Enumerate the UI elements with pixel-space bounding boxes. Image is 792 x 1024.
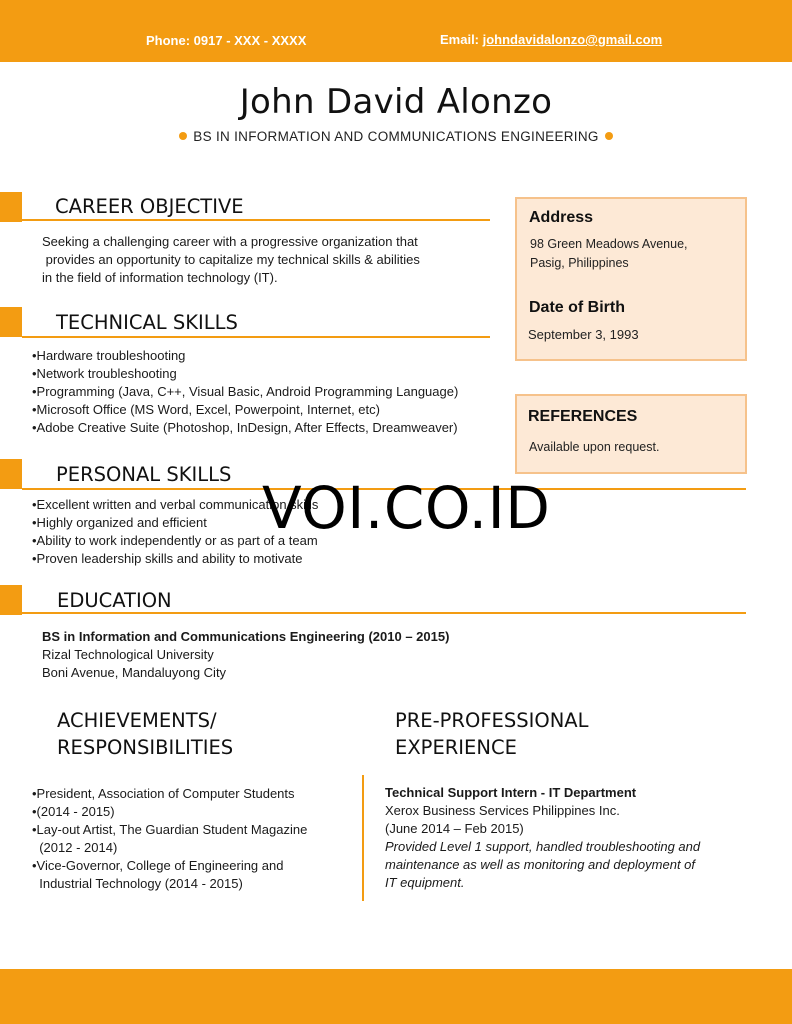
bullet-dot-icon	[605, 132, 613, 140]
experience-title-line: EXPERIENCE	[395, 736, 517, 759]
section-marker-icon	[0, 459, 22, 489]
education-title: EDUCATION	[57, 589, 172, 612]
achievements-list	[32, 785, 307, 893]
address-line: Pasig, Philippines	[530, 256, 629, 270]
header-bar	[0, 0, 792, 62]
section-divider	[22, 336, 490, 338]
section-marker-icon	[0, 192, 22, 222]
personal-info-box	[515, 197, 747, 361]
career-objective-title: CAREER OBJECTIVE	[55, 195, 244, 218]
personal-skills-title: PERSONAL SKILLS	[56, 463, 232, 486]
list-item: •Vice-Governor, College of Engineering and	[32, 858, 284, 873]
career-objective-text	[42, 233, 420, 287]
list-item: •Hardware troubleshooting	[32, 348, 186, 363]
list-item: •Network troubleshooting	[32, 366, 177, 381]
experience-title	[395, 707, 589, 761]
objective-line: provides an opportunity to capitalize my technical skills & abilities	[42, 252, 420, 267]
section-divider	[22, 219, 490, 221]
list-item: •(2014 - 2015)	[32, 804, 115, 819]
experience-details	[385, 784, 700, 892]
address-text	[530, 235, 688, 273]
dob-value: September 3, 1993	[528, 327, 639, 342]
education-address: Boni Avenue, Mandaluyong City	[42, 665, 227, 680]
watermark-text: VOI.CO.ID	[262, 474, 551, 542]
candidate-name: John David Alonzo	[239, 82, 553, 122]
address-label: Address	[529, 209, 594, 226]
achievements-title	[57, 707, 233, 761]
experience-desc-line: maintenance as well as monitoring and deployment of	[385, 857, 696, 872]
list-item: •Adobe Creative Suite (Photoshop, InDesign, After Effects, Dreamweaver)	[32, 420, 458, 435]
list-item: •Highly organized and efficient	[32, 515, 207, 530]
experience-company: Xerox Business Services Philippines Inc.	[385, 803, 620, 818]
column-divider	[362, 775, 364, 901]
list-item: •Microsoft Office (MS Word, Excel, Powerpoint, Internet, etc)	[32, 402, 380, 417]
degree-subtitle	[0, 129, 792, 144]
education-details	[42, 628, 449, 682]
achievements-title-line: RESPONSIBILITIES	[57, 736, 234, 759]
references-box	[515, 394, 747, 474]
list-item: •Ability to work independently or as part of a team	[32, 533, 318, 548]
dob-label: Date of Birth	[529, 299, 625, 316]
section-marker-icon	[0, 585, 22, 615]
experience-dates: (June 2014 – Feb 2015)	[385, 821, 524, 836]
experience-title-line: PRE-PROFESSIONAL	[395, 709, 589, 732]
list-item: •Proven leadership skills and ability to motivate	[32, 551, 303, 566]
list-item: Industrial Technology (2014 - 2015)	[32, 876, 243, 891]
references-label: REFERENCES	[528, 408, 638, 425]
education-school: Rizal Technological University	[42, 647, 214, 662]
list-item: •Lay-out Artist, The Guardian Student Magazine	[32, 822, 308, 837]
degree-text: BS IN INFORMATION AND COMMUNICATIONS ENGINEERING	[193, 129, 599, 144]
phone-text: Phone: 0917 - XXX - XXXX	[146, 33, 307, 48]
experience-position: Technical Support Intern - IT Department	[385, 785, 637, 800]
section-marker-icon	[0, 307, 22, 337]
references-text: Available upon request.	[529, 440, 660, 454]
address-line: 98 Green Meadows Avenue,	[530, 237, 688, 251]
bullet-dot-icon	[179, 132, 187, 140]
objective-line: Seeking a challenging career with a progressive organization that	[42, 234, 418, 249]
list-item: (2012 - 2014)	[32, 840, 118, 855]
technical-skills-list	[32, 347, 458, 437]
experience-desc-line: IT equipment.	[385, 875, 465, 890]
email-link[interactable]: johndavidalonzo@gmail.com	[482, 32, 663, 47]
email-label: Email:	[440, 32, 483, 47]
section-divider	[22, 612, 746, 614]
education-degree: BS in Information and Communications Engineering (2010 – 2015)	[42, 629, 450, 644]
list-item: •President, Association of Computer Students	[32, 786, 295, 801]
achievements-title-line: ACHIEVEMENTS/	[57, 709, 217, 732]
objective-line: in the field of information technology (IT).	[42, 270, 278, 285]
technical-skills-title: TECHNICAL SKILLS	[56, 311, 238, 334]
experience-desc-line: Provided Level 1 support, handled troubleshooting and	[385, 839, 701, 854]
email-line	[440, 32, 662, 47]
footer-bar	[0, 969, 792, 1024]
list-item: •Programming (Java, C++, Visual Basic, Android Programming Language)	[32, 384, 459, 399]
list-item: •Excellent written and verbal communication skills	[32, 497, 319, 512]
